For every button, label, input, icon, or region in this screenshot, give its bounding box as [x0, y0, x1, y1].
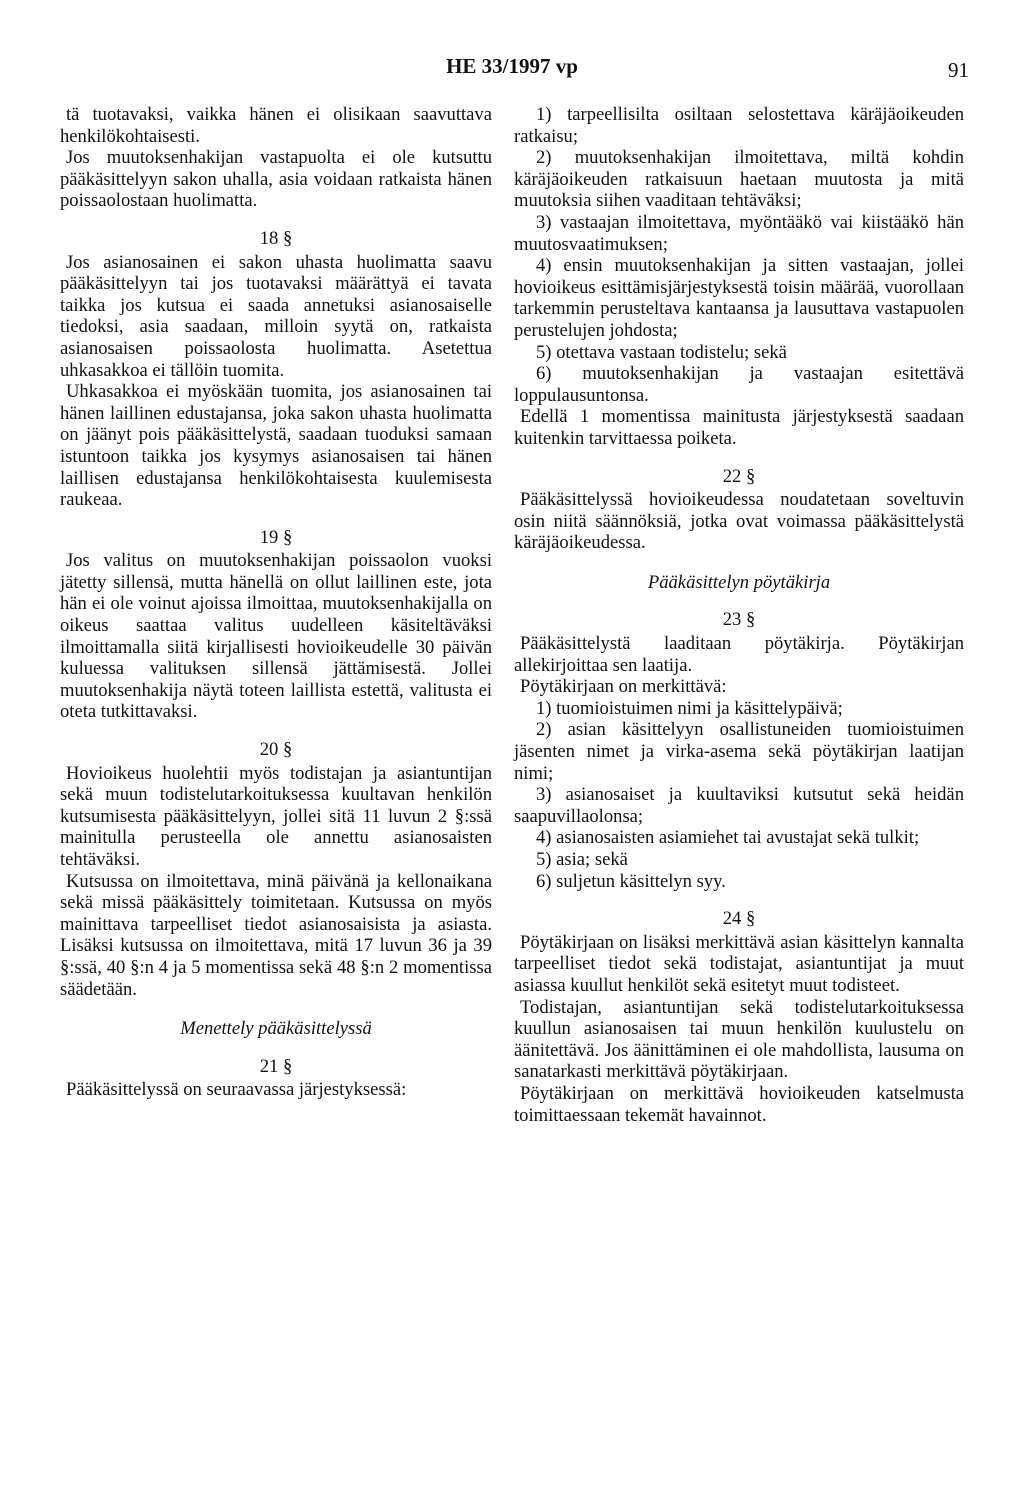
list-item: 5) asia; sekä — [536, 849, 628, 870]
paragraph: Pöytäkirjaan on merkittävä: — [520, 676, 727, 698]
paragraph: Jos asianosainen ei sakon uhasta huolimatta saavu pääkäsittelyyn tai jos tuotavaksi määrättyä ei tavata taikka jos kutsua ei saada annetuksi asianosaiselle tiedoksi, asia saadaan, milloin syytä on, ratkaista asianosaisen poissaolosta huolimatta. Asetettua uhkasakkoa ei tällöin tuomita. — [60, 251, 492, 381]
paragraph: tä tuotavaksi, vaikka hänen ei olisikaan saavuttava henkilökohtaisesti. — [60, 104, 492, 147]
list-item: 2) asian käsittelyyn osallistuneiden tuomioistuimen jäsenten nimet ja virka-asema sekä pöytäkirjan laatijan nimi; — [514, 719, 964, 784]
paragraph: Jos valitus on muutoksenhakijan poissaolon vuoksi jätetty sillensä, mutta hänellä on ollut laillinen este, jota hän ei ole voinut ajoissa ilmoittaa, muutoksenhakijalla on oikeus saattaa valitus uudelleen käsiteltäväksi ilmoittamalla siitä kirjallisesti hovioikeudelle 30 päivän kuluessa valituksen sillensä jättämisestä. Jollei muutoksenhakija näytä toteen laillista estettä, valitusta ei oteta tutkittavaksi. — [60, 550, 492, 723]
paragraph: Uhkasakkoa ei myöskään tuomita, jos asianosainen tai hänen laillinen edustajansa, joka sakon uhasta huolimatta on jäänyt pois pääkäsittelystä, saadaan tuoduksi samaan istuntoon taikka jos kysymys asianosaisen tai hänen laillisen edustajansa henkilökohtaisesta kuulemisesta raukeaa. — [60, 381, 492, 511]
list-item: 4) asianosaisten asiamiehet tai avustajat sekä tulkit; — [536, 827, 920, 849]
section-heading: 21 § — [259, 1055, 293, 1077]
paragraph: Hovioikeus huolehtii myös todistajan ja asiantuntijan sekä muun todistelutarkoituksessa kuultavan henkilön kutsumisesta pääkäsittelyyn, jollei sitä 11 luvun 2 §:ssä mainitulla perusteella ole annettu asianosaisten tehtäväksi. — [60, 762, 492, 870]
list-item: 1) tuomioistuimen nimi ja käsittelypäivä; — [536, 697, 843, 719]
right-column — [514, 104, 964, 1126]
list-item: 6) suljetun käsittelyn syy. — [536, 870, 726, 892]
chapter-subheading: Menettely pääkäsittelyssä — [180, 1018, 372, 1040]
paragraph: Pääkäsittelyssä on seuraavassa järjestyksessä: — [66, 1079, 407, 1101]
list-item: 2) muutoksenhakijan ilmoitettava, miltä kohdin käräjäoikeuden ratkaisuun haetaan muutosta ja mitä muutoksia siihen vaaditaan tehtäväksi; — [514, 147, 964, 212]
section-heading: 19 § — [259, 526, 293, 548]
paragraph: Kutsussa on ilmoitettava, minä päivänä ja kellonaikana sekä missä pääkäsittely toimitetaan. Kutsussa on myös mainittava tarpeelliset tiedot asianosaisista ja asiasta. Lisäksi kutsussa on ilmoitettava, mitä 17 luvun 36 ja 39 §:ssä, 40 §:n 4 ja 5 momentissa sekä 48 §:n 2 momentissa säädetään. — [60, 870, 492, 1000]
left-column — [60, 104, 492, 1101]
section-heading: 23 § — [722, 609, 756, 631]
paragraph: Pääkäsittelystä laaditaan pöytäkirja. Pöytäkirjan allekirjoittaa sen laatija. — [514, 633, 964, 676]
chapter-subheading: Pääkäsittelyn pöytäkirja — [647, 571, 831, 593]
list-item: 1) tarpeellisilta osiltaan selostettava käräjäoikeuden ratkaisu; — [514, 104, 964, 147]
document-title: HE 33/1997 vp — [446, 54, 578, 78]
list-item: 6) muutoksenhakijan ja vastaajan esitettävä loppulausuntonsa. — [514, 363, 964, 406]
list-item: 4) ensin muutoksenhakijan ja sitten vastaajan, jollei hovioikeus esittämisjärjestyksestä toisin määrää, vuorollaan tarkemmin perusteltava kantaansa ja lausuttava vastapuolen perustelujen johdosta; — [514, 255, 964, 341]
paragraph: Jos muutoksenhakijan vastapuolta ei ole kutsuttu pääkäsittelyyn sakon uhalla, asia voidaan ratkaista hänen poissaolostaan huolimatta. — [60, 147, 492, 212]
paragraph: Pöytäkirjaan on lisäksi merkittävä asian käsittelyn kannalta tarpeelliset tiedot sekä todistajat, asiantuntijat ja muut asiassa kuullut henkilöt sekä esitetyt muut todisteet. — [514, 931, 964, 996]
section-heading: 24 § — [722, 908, 756, 930]
list-item: 5) otettava vastaan todistelu; sekä — [536, 341, 787, 363]
paragraph: Pääkäsittelyssä hovioikeudessa noudatetaan soveltuvin osin niitä säännöksiä, jotka ovat voimassa pääkäsittelystä käräjäoikeudessa. — [514, 489, 964, 554]
section-heading: 22 § — [722, 465, 756, 487]
paragraph: Pöytäkirjaan on merkittävä hovioikeuden katselmusta toimittaessaan tekemät havainnot. — [514, 1082, 964, 1126]
list-item: 3) vastaajan ilmoitettava, myöntääkö vai kiistääkö hän muutosvaatimuksen; — [514, 211, 964, 255]
paragraph: Todistajan, asiantuntijan sekä todistelutarkoituksessa kuullun asianosaisen tai muun henkilön kuulustelu on äänitettävä. Jos äänittäminen ei ole mahdollista, lausuma on sanatarkasti merkittävä pöytäkirjaan. — [514, 996, 964, 1083]
section-heading: 18 § — [259, 227, 293, 249]
section-heading: 20 § — [259, 739, 293, 761]
list-item: 3) asianosaiset ja kuultaviksi kutsutut sekä heidän saapuvillaolonsa; — [514, 784, 964, 827]
paragraph: Edellä 1 momentissa mainitusta järjestyksestä saadaan kuitenkin tarvittaessa poiketa. — [514, 406, 964, 449]
page-number: 91 — [948, 58, 969, 82]
